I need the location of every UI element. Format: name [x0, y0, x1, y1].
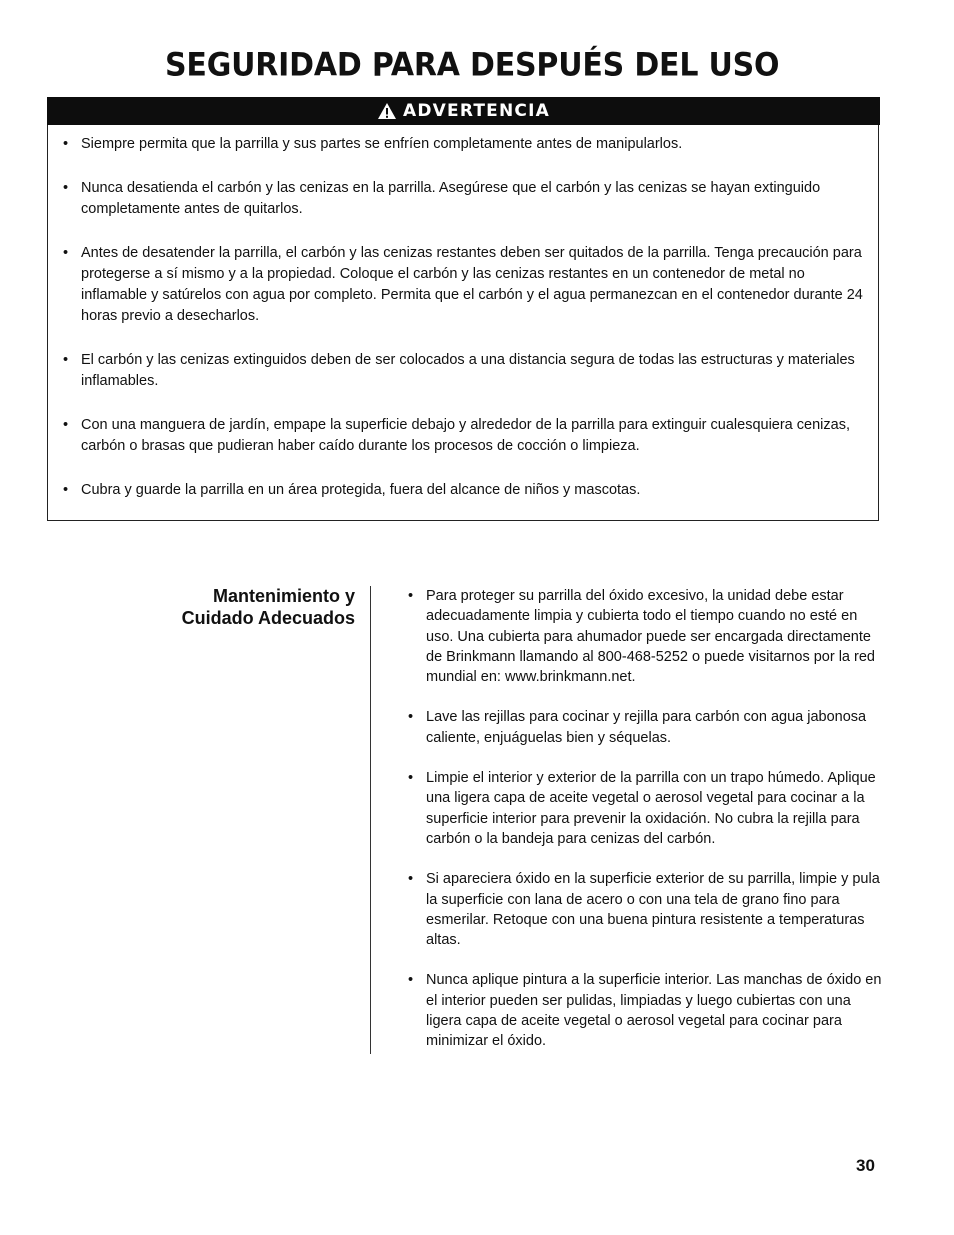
- section-divider: [370, 586, 371, 1054]
- warning-item: • Antes de desatender la parrilla, el carbón y las cenizas restantes deben ser quitados de la parrilla. Tenga precaución para protegerse a sí mismo y a la propiedad. Coloque el carbón y las cenizas restantes en un contenedor de metal no inflamable y satúrelos con agua por completo. Permita que el carbón y el agua permanezcan en el contenedor durante 24 horas previo a desecharlos.: [63, 243, 863, 327]
- maintenance-heading-line2: Cuidado Adecuados: [181, 608, 355, 628]
- maintenance-item: • Limpie el interior y exterior de la parrilla con un trapo húmedo. Aplique una ligera capa de aceite vegetal o aerosol vegetal para cocinar a la superficie interior para prevenir la oxidación. No cubra la rejilla para carbón o la bandeja para cenizas del carbón.: [408, 768, 882, 849]
- maintenance-item: • Nunca aplique pintura a la superficie interior. Las manchas de óxido en el interior pueden ser pulidas, limpiadas y luego cubiertas con una ligera capa de aceite vegetal o aerosol vegetal para cocinar para minimizar el óxido.: [408, 970, 882, 1051]
- maintenance-heading: [150, 585, 355, 629]
- warning-triangle-icon: [377, 102, 397, 120]
- warning-item: • Con una manguera de jardín, empape la superficie debajo y alrededor de la parrilla para extinguir cualesquiera cenizas, carbón o brasas que pudieran haber caído durante los procesos de cocción o limpieza.: [63, 415, 863, 457]
- maintenance-item: • Para proteger su parrilla del óxido excesivo, la unidad debe estar adecuadamente limpia y cubierta todo el tiempo cuando no esté en uso. Una cubierta para ahumador puede ser encargada directamente de Brinkmann llamando al 800-468-5252 o puede visitarnos por la red mundial en: www.brinkmann.net.: [408, 586, 882, 687]
- warning-item: • Cubra y guarde la parrilla en un área protegida, fuera del alcance de niños y mascotas.: [63, 480, 863, 501]
- maintenance-item: • Lave las rejillas para cocinar y rejilla para carbón con agua jabonosa caliente, enjuáguelas bien y séquelas.: [408, 707, 882, 748]
- page-title: SEGURIDAD PARA DESPUÉS DEL USO: [165, 46, 780, 85]
- warning-item: • Siempre permita que la parrilla y sus partes se enfríen completamente antes de manipularlos.: [63, 134, 863, 155]
- warning-list: [63, 134, 863, 524]
- page-number: 30: [856, 1156, 875, 1175]
- warning-box: [47, 97, 879, 521]
- maintenance-heading-line1: Mantenimiento y: [212, 586, 355, 606]
- warning-header: [47, 97, 880, 125]
- warning-label: ADVERTENCIA: [403, 101, 550, 121]
- maintenance-list: [408, 586, 882, 1072]
- maintenance-item: • Si apareciera óxido en la superficie exterior de su parrilla, limpie y pula la superficie con lana de acero o con una tela de grano fino para esmerilar. Retoque con una buena pintura resistente a temperaturas altas.: [408, 869, 882, 950]
- warning-item: • El carbón y las cenizas extinguidos deben de ser colocados a una distancia segura de todas las estructuras y materiales inflamables.: [63, 350, 863, 392]
- warning-item: • Nunca desatienda el carbón y las cenizas en la parrilla. Asegúrese que el carbón y las cenizas se hayan extinguido completamente antes de quitarlos.: [63, 178, 863, 220]
